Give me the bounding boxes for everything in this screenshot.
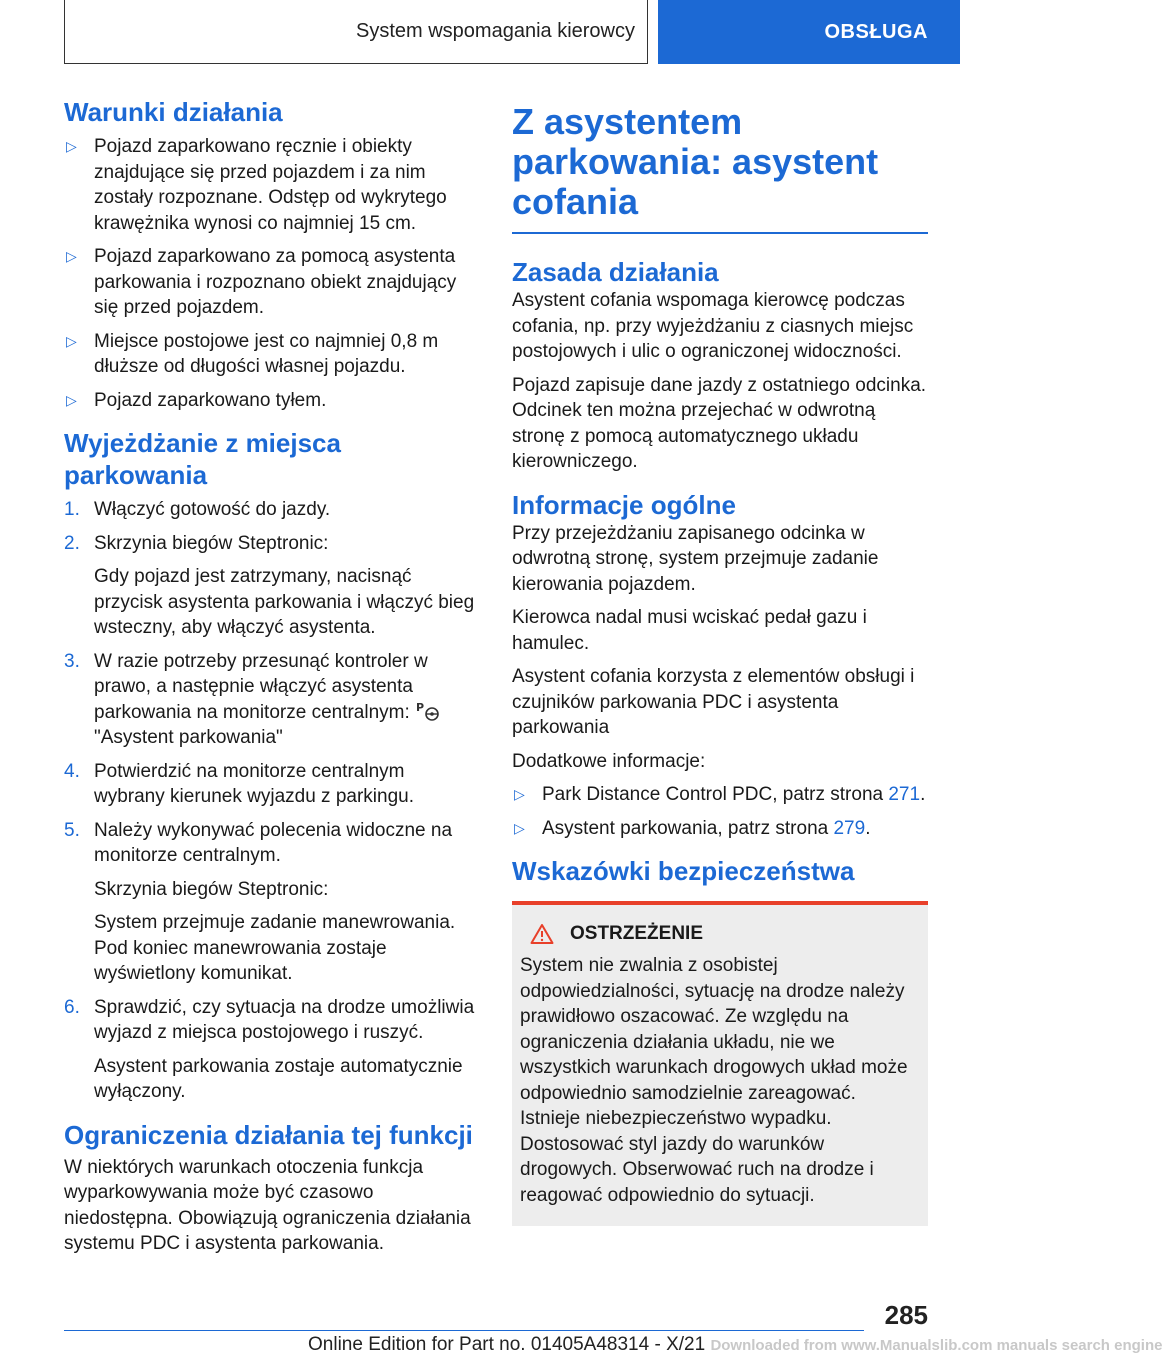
general-text-1: Przy przejeżdżaniu zapisanego odcinka w odwrotną stronę, system przejmuje zadanie kierowania pojazdem. — [512, 522, 879, 595]
warning-text: System nie zwalnia z osobistej odpowiedzialności, sytuację na drodze należy prawidłowo oszacować. Ze względu na ograniczenia działania układu, nie we wszystkich warunkach drogowych układ może odpowiednio samodzielnie zareagować. Istnieje niebezpieczeństwo wypadku. Dostosować styl jazdy do warunków drogowych. Obserwować ruch na drodze i reagować odpowiednio do sytuacji. — [520, 955, 908, 1206]
list-item: ▷ Miejsce postojowe jest co najmniej 0,8 m dłuższe od długości własnej pojazdu. — [66, 330, 439, 377]
header-tab-label: OBSŁUGA — [824, 20, 928, 43]
watermark: Downloaded from www.Manualslib.com manuals search engine — [710, 1337, 1162, 1354]
heading-general: Informacje ogólne — [512, 489, 736, 520]
list-item: ▷ Park Distance Control PDC, patrz strona 271. — [512, 782, 928, 808]
general-text-2: Kierowca nadal musi wciskać pedał gazu i hamulec. — [512, 607, 867, 654]
step-item: 6. Sprawdzić, czy sytuacja na drodze umożliwia wyjazd z miejsca postojowego i ruszyć. Asystent parkowania zostaje automatycznie wyłączony. — [64, 996, 475, 1102]
steps-list — [64, 497, 476, 1105]
step-item: 2. Skrzynia biegów Steptronic: Gdy pojazd jest zatrzymany, nacisnąć przycisk asystenta parkowania i włączyć bieg wsteczny, aby włączyć asystenta. — [64, 532, 475, 638]
step-item: 3. W razie potrzeby przesunąć kontroler w prawo, a następnie włączyć asystenta parkowania na monitorze centralnym: P "Asystent parkowania" — [64, 649, 476, 751]
list-item: ▷ Pojazd zaparkowano ręcznie i obiekty znajdujące się przed pojazdem i za nim zostały rozpoznane. Odstęp od wykrytego krawężnika wynosi co najmniej 15 cm. — [66, 136, 447, 234]
general-text-4: Dodatkowe informacje: — [512, 750, 706, 772]
header-section — [64, 0, 648, 64]
footer-edition: Online Edition for Part no. 01405A48314 - X/21 Downloaded from www.Manualslib.com manuals search engine — [308, 1334, 1162, 1355]
principle-text-1: Asystent cofania wspomaga kierowcę podczas cofania, np. przy wyjeżdżaniu z ciasnych miejsc postojowych i ulic o ograniczonej widoczności. — [512, 290, 914, 362]
header-tab — [658, 0, 960, 64]
right-column — [512, 102, 928, 1226]
triangle-right-icon: ▷ — [514, 819, 525, 836]
triangle-right-icon: ▷ — [66, 138, 77, 154]
page-link-279[interactable]: 279 — [833, 817, 866, 839]
heading-principle: Zasada działania — [512, 257, 719, 287]
warning-title: OSTRZEŻENIE — [520, 923, 920, 945]
limits-text: W niektórych warunkach otoczenia funkcja wyparkowywania może być czasowo niedostępna. Obowiązują ograniczenia działania systemu PDC i asystenta parkowania. — [64, 1156, 471, 1254]
page-link-271[interactable]: 271 — [888, 784, 921, 805]
general-text-3: Asystent cofania korzysta z elementów obsługi i czujników parkowania PDC i asystenta parkowania — [512, 666, 915, 738]
principle-text-2: Pojazd zapisuje dane jazdy z ostatniego odcinka. Odcinek ten można przejechać w odwrotną stronę z pomocą automatycznego układu kierowniczego. — [512, 374, 927, 472]
conditions-list — [64, 134, 476, 413]
header-section-title: System wspomagania kierowcy — [356, 20, 635, 42]
heading-conditions: Warunki działania — [64, 97, 283, 127]
heading-exit: Wyjeżdżanie z miejsca parkowania — [64, 428, 341, 490]
title-rule — [512, 232, 928, 234]
park-assist-icon — [416, 700, 442, 722]
left-column — [64, 96, 476, 1265]
list-item: ▷ Pojazd zaparkowano za pomocą asystenta parkowania i rozpoznano obiekt znajdujący się przed pojazdem. — [66, 246, 457, 318]
triangle-right-icon: ▷ — [66, 332, 77, 349]
refs-list — [512, 782, 928, 841]
page-title: Z asystentem parkowania: asystent cofania — [512, 101, 879, 222]
list-item: ▷ Asystent parkowania, patrz strona 279. — [512, 816, 928, 842]
step-item: 5. Należy wykonywać polecenia widoczne na monitorze centralnym. Skrzynia biegów Steptronic: System przejmuje zadanie manewrowania. Pod koniec manewrowania zostaje wyświetlony komunikat. — [64, 819, 456, 984]
warning-triangle-icon — [530, 923, 554, 945]
step-item: 1. Włączyć gotowość do jazdy. — [64, 499, 331, 520]
triangle-right-icon: ▷ — [66, 248, 77, 264]
heading-limits: Ograniczenia działania tej funkcji — [64, 1119, 473, 1150]
page-number: 285 — [884, 1300, 928, 1330]
footer-rule — [64, 1330, 864, 1331]
warning-box — [512, 901, 928, 1226]
step-item: 4. Potwierdzić na monitorze centralnym wybrany kierunek wyjazdu z parkingu. — [64, 760, 414, 807]
list-item: ▷ Pojazd zaparkowano tyłem. — [64, 388, 476, 414]
heading-safety: Wskazówki bezpieczeństwa — [512, 856, 855, 886]
triangle-right-icon: ▷ — [514, 786, 525, 802]
svg-text:P: P — [415, 700, 424, 714]
triangle-right-icon: ▷ — [66, 391, 77, 408]
